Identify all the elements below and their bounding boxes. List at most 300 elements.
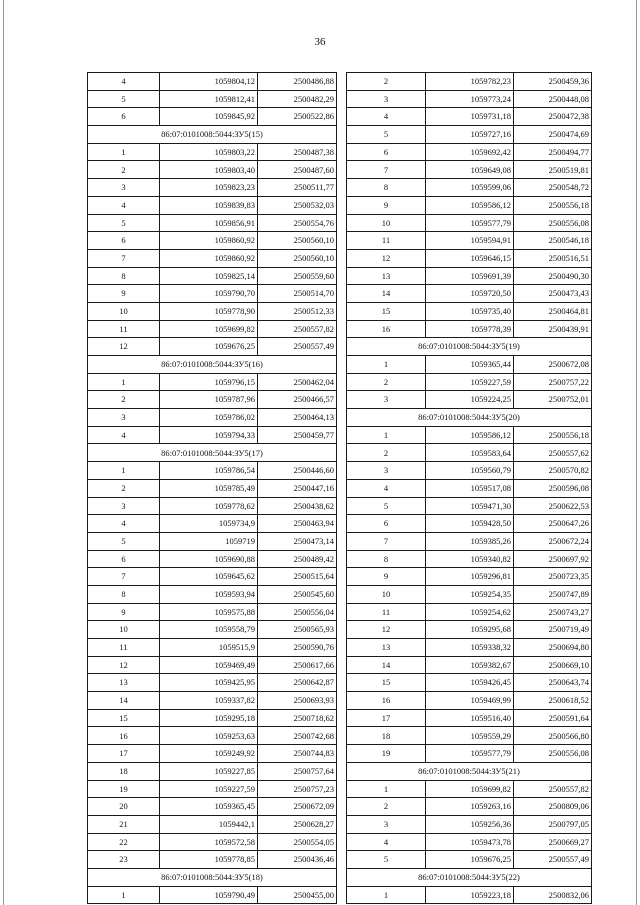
x-coordinate-cell: 1059690,88 (160, 550, 258, 568)
x-coordinate-cell: 1059473,78 (426, 833, 514, 851)
point-number-cell: 5 (88, 532, 160, 550)
x-coordinate-cell: 1059295,18 (160, 709, 258, 727)
coordinate-row (347, 90, 592, 108)
y-coordinate-cell: 2500723,35 (514, 568, 592, 586)
point-number-cell: 1 (347, 426, 426, 444)
y-coordinate-cell: 2500554,05 (258, 833, 337, 851)
coordinate-row (347, 196, 592, 214)
point-number-cell: 11 (88, 639, 160, 657)
point-number-cell: 11 (347, 232, 426, 250)
x-coordinate-cell: 1059337,82 (160, 692, 258, 710)
x-coordinate-cell: 1059823,23 (160, 179, 258, 197)
point-number-cell: 19 (88, 780, 160, 798)
x-coordinate-cell: 1059471,30 (426, 497, 514, 515)
y-coordinate-cell: 2500516,51 (514, 249, 592, 267)
coordinate-row (88, 249, 337, 267)
y-coordinate-cell: 2500554,76 (258, 214, 337, 232)
point-number-cell: 1 (88, 886, 160, 904)
y-coordinate-cell: 2500757,23 (258, 780, 337, 798)
coordinate-row (88, 568, 337, 586)
coordinate-row (347, 886, 592, 904)
coordinate-row (88, 532, 337, 550)
x-coordinate-cell: 1059227,85 (160, 762, 258, 780)
y-coordinate-cell: 2500718,62 (258, 709, 337, 727)
x-coordinate-cell: 1059593,94 (160, 585, 258, 603)
x-coordinate-cell: 1059515,9 (160, 639, 258, 657)
point-number-cell: 4 (88, 196, 160, 214)
coordinate-row (347, 568, 592, 586)
point-number-cell: 21 (88, 815, 160, 833)
point-number-cell: 3 (347, 90, 426, 108)
x-coordinate-cell: 1059778,62 (160, 497, 258, 515)
x-coordinate-cell: 1059676,25 (160, 338, 258, 356)
x-coordinate-cell: 1059727,16 (426, 126, 514, 144)
coordinate-row (88, 409, 337, 427)
y-coordinate-cell: 2500742,68 (258, 727, 337, 745)
x-coordinate-cell: 1059839,83 (160, 196, 258, 214)
y-coordinate-cell: 2500617,66 (258, 656, 337, 674)
scan-edge-right (636, 0, 637, 905)
point-number-cell: 2 (347, 73, 426, 91)
x-coordinate-cell: 1059559,29 (426, 727, 514, 745)
point-number-cell: 4 (347, 108, 426, 126)
x-coordinate-cell: 1059825,14 (160, 267, 258, 285)
point-number-cell: 10 (347, 585, 426, 603)
coordinate-row (88, 656, 337, 674)
point-number-cell: 6 (88, 550, 160, 568)
y-coordinate-cell: 2500560,10 (258, 232, 337, 250)
coordinates-table-right (346, 72, 592, 904)
point-number-cell: 22 (88, 833, 160, 851)
section-header-row (88, 356, 337, 374)
x-coordinate-cell: 1059426,45 (426, 674, 514, 692)
x-coordinate-cell: 1059594,91 (426, 232, 514, 250)
y-coordinate-cell: 2500557,62 (514, 444, 592, 462)
section-cadastral-number: 86:07:0101008:5044:ЗУ5(19) (347, 338, 592, 356)
y-coordinate-cell: 2500448,08 (514, 90, 592, 108)
y-coordinate-cell: 2500472,38 (514, 108, 592, 126)
y-coordinate-cell: 2500622,53 (514, 497, 592, 515)
x-coordinate-cell: 1059227,59 (426, 373, 514, 391)
coordinate-row (88, 214, 337, 232)
y-coordinate-cell: 2500757,22 (514, 373, 592, 391)
coordinate-row (88, 851, 337, 869)
coordinate-row (88, 886, 337, 904)
y-coordinate-cell: 2500464,13 (258, 409, 337, 427)
coordinate-row (347, 815, 592, 833)
coordinate-row (88, 550, 337, 568)
y-coordinate-cell: 2500693,93 (258, 692, 337, 710)
section-header-row (88, 868, 337, 886)
y-coordinate-cell: 2500669,10 (514, 656, 592, 674)
x-coordinate-cell: 1059649,08 (426, 161, 514, 179)
coordinate-row (347, 302, 592, 320)
coordinate-row (347, 515, 592, 533)
x-coordinate-cell: 1059428,50 (426, 515, 514, 533)
x-coordinate-cell: 1059778,90 (160, 302, 258, 320)
coordinate-row (347, 426, 592, 444)
point-number-cell: 4 (88, 426, 160, 444)
y-coordinate-cell: 2500832,06 (514, 886, 592, 904)
y-coordinate-cell: 2500757,64 (258, 762, 337, 780)
y-coordinate-cell: 2500743,27 (514, 603, 592, 621)
y-coordinate-cell: 2500557,82 (258, 320, 337, 338)
x-coordinate-cell: 1059782,23 (426, 73, 514, 91)
coordinate-row (88, 762, 337, 780)
x-coordinate-cell: 1059296,81 (426, 568, 514, 586)
y-coordinate-cell: 2500446,60 (258, 462, 337, 480)
x-coordinate-cell: 1059558,79 (160, 621, 258, 639)
coordinate-row (88, 780, 337, 798)
coordinate-row (347, 603, 592, 621)
point-number-cell: 3 (347, 462, 426, 480)
point-number-cell: 15 (347, 302, 426, 320)
point-number-cell: 17 (347, 709, 426, 727)
coordinate-row (347, 126, 592, 144)
coordinate-row (88, 692, 337, 710)
coordinate-row (88, 479, 337, 497)
x-coordinate-cell: 1059586,12 (426, 196, 514, 214)
x-coordinate-cell: 1059249,92 (160, 745, 258, 763)
coordinate-row (347, 444, 592, 462)
y-coordinate-cell: 2500672,24 (514, 532, 592, 550)
point-number-cell: 18 (347, 727, 426, 745)
section-header-row (347, 409, 592, 427)
point-number-cell: 5 (347, 851, 426, 869)
coordinate-row (347, 639, 592, 657)
coordinate-row (347, 479, 592, 497)
x-coordinate-cell: 1059804,12 (160, 73, 258, 91)
y-coordinate-cell: 2500474,69 (514, 126, 592, 144)
coordinate-row (347, 585, 592, 603)
coordinate-row (88, 745, 337, 763)
coordinate-row (88, 674, 337, 692)
point-number-cell: 6 (88, 232, 160, 250)
point-number-cell: 10 (88, 302, 160, 320)
x-coordinate-cell: 1059860,92 (160, 232, 258, 250)
x-coordinate-cell: 1059691,39 (426, 267, 514, 285)
point-number-cell: 16 (347, 692, 426, 710)
point-number-cell: 10 (347, 214, 426, 232)
point-number-cell: 12 (347, 621, 426, 639)
x-coordinate-cell: 1059382,67 (426, 656, 514, 674)
y-coordinate-cell: 2500744,83 (258, 745, 337, 763)
coordinate-row (88, 621, 337, 639)
point-number-cell: 9 (88, 285, 160, 303)
coordinate-row (88, 515, 337, 533)
x-coordinate-cell: 1059773,24 (426, 90, 514, 108)
coordinate-row (88, 179, 337, 197)
y-coordinate-cell: 2500490,30 (514, 267, 592, 285)
coordinate-row (347, 356, 592, 374)
x-coordinate-cell: 1059223,18 (426, 886, 514, 904)
x-coordinate-cell: 1059572,58 (160, 833, 258, 851)
coordinate-row (88, 338, 337, 356)
y-coordinate-cell: 2500747,89 (514, 585, 592, 603)
x-coordinate-cell: 1059646,15 (426, 249, 514, 267)
x-coordinate-cell: 1059803,40 (160, 161, 258, 179)
y-coordinate-cell: 2500556,08 (514, 745, 592, 763)
point-number-cell: 19 (347, 745, 426, 763)
y-coordinate-cell: 2500436,46 (258, 851, 337, 869)
point-number-cell: 3 (88, 497, 160, 515)
point-number-cell: 6 (347, 515, 426, 533)
x-coordinate-cell: 1059719 (160, 532, 258, 550)
coordinate-row (347, 179, 592, 197)
x-coordinate-cell: 1059676,25 (426, 851, 514, 869)
point-number-cell: 16 (88, 727, 160, 745)
y-coordinate-cell: 2500556,08 (514, 214, 592, 232)
x-coordinate-cell: 1059365,44 (426, 356, 514, 374)
coordinate-row (88, 73, 337, 91)
point-number-cell: 9 (347, 568, 426, 586)
y-coordinate-cell: 2500512,33 (258, 302, 337, 320)
point-number-cell: 2 (347, 373, 426, 391)
y-coordinate-cell: 2500590,76 (258, 639, 337, 657)
coordinate-row (88, 462, 337, 480)
x-coordinate-cell: 1059734,9 (160, 515, 258, 533)
x-coordinate-cell: 1059516,40 (426, 709, 514, 727)
x-coordinate-cell: 1059263,16 (426, 798, 514, 816)
y-coordinate-cell: 2500489,42 (258, 550, 337, 568)
point-number-cell: 12 (88, 656, 160, 674)
x-coordinate-cell: 1059794,33 (160, 426, 258, 444)
point-number-cell: 1 (347, 780, 426, 798)
point-number-cell: 7 (347, 161, 426, 179)
y-coordinate-cell: 2500797,05 (514, 815, 592, 833)
point-number-cell: 8 (347, 550, 426, 568)
x-coordinate-cell: 1059442,1 (160, 815, 258, 833)
x-coordinate-cell: 1059253,63 (160, 727, 258, 745)
section-cadastral-number: 86:07:0101008:5044:ЗУ5(21) (347, 762, 592, 780)
coordinate-row (347, 497, 592, 515)
coordinate-row (347, 745, 592, 763)
coordinate-row (88, 585, 337, 603)
y-coordinate-cell: 2500447,16 (258, 479, 337, 497)
x-coordinate-cell: 1059385,26 (426, 532, 514, 550)
x-coordinate-cell: 1059790,49 (160, 886, 258, 904)
coordinate-row (88, 639, 337, 657)
y-coordinate-cell: 2500557,82 (514, 780, 592, 798)
point-number-cell: 14 (88, 692, 160, 710)
coordinate-row (347, 73, 592, 91)
point-number-cell: 13 (88, 674, 160, 692)
x-coordinate-cell: 1059786,02 (160, 409, 258, 427)
point-number-cell: 2 (88, 391, 160, 409)
x-coordinate-cell: 1059586,12 (426, 426, 514, 444)
x-coordinate-cell: 1059699,82 (426, 780, 514, 798)
x-coordinate-cell: 1059583,64 (426, 444, 514, 462)
section-cadastral-number: 86:07:0101008:5044:ЗУ5(22) (347, 868, 592, 886)
coordinate-row (347, 833, 592, 851)
coordinate-row (347, 674, 592, 692)
section-cadastral-number: 86:07:0101008:5044:ЗУ5(16) (88, 356, 337, 374)
y-coordinate-cell: 2500694,80 (514, 639, 592, 657)
section-cadastral-number: 86:07:0101008:5044:ЗУ5(17) (88, 444, 337, 462)
y-coordinate-cell: 2500545,60 (258, 585, 337, 603)
coordinates-table-left (87, 72, 337, 904)
point-number-cell: 4 (347, 479, 426, 497)
x-coordinate-cell: 1059856,91 (160, 214, 258, 232)
y-coordinate-cell: 2500570,82 (514, 462, 592, 480)
y-coordinate-cell: 2500439,91 (514, 320, 592, 338)
point-number-cell: 6 (88, 108, 160, 126)
y-coordinate-cell: 2500455,00 (258, 886, 337, 904)
x-coordinate-cell: 1059790,70 (160, 285, 258, 303)
point-number-cell: 1 (88, 373, 160, 391)
section-header-row (88, 126, 337, 144)
x-coordinate-cell: 1059577,79 (426, 214, 514, 232)
y-coordinate-cell: 2500494,77 (514, 143, 592, 161)
y-coordinate-cell: 2500672,08 (514, 356, 592, 374)
x-coordinate-cell: 1059692,42 (426, 143, 514, 161)
y-coordinate-cell: 2500559,60 (258, 267, 337, 285)
point-number-cell: 7 (88, 568, 160, 586)
point-number-cell: 2 (88, 161, 160, 179)
scan-edge-left (3, 0, 4, 905)
coordinate-row (347, 532, 592, 550)
coordinate-row (88, 798, 337, 816)
point-number-cell: 1 (347, 356, 426, 374)
coordinate-row (88, 302, 337, 320)
point-number-cell: 14 (347, 285, 426, 303)
x-coordinate-cell: 1059778,39 (426, 320, 514, 338)
x-coordinate-cell: 1059224,25 (426, 391, 514, 409)
point-number-cell: 15 (347, 674, 426, 692)
x-coordinate-cell: 1059256,36 (426, 815, 514, 833)
point-number-cell: 4 (347, 833, 426, 851)
coordinate-row (347, 798, 592, 816)
point-number-cell: 3 (347, 391, 426, 409)
y-coordinate-cell: 2500752,01 (514, 391, 592, 409)
x-coordinate-cell: 1059338,32 (426, 639, 514, 657)
x-coordinate-cell: 1059469,99 (426, 692, 514, 710)
coordinate-row (88, 232, 337, 250)
y-coordinate-cell: 2500515,64 (258, 568, 337, 586)
point-number-cell: 1 (88, 143, 160, 161)
point-number-cell: 13 (347, 267, 426, 285)
y-coordinate-cell: 2500438,62 (258, 497, 337, 515)
x-coordinate-cell: 1059254,62 (426, 603, 514, 621)
y-coordinate-cell: 2500519,81 (514, 161, 592, 179)
x-coordinate-cell: 1059778,85 (160, 851, 258, 869)
x-coordinate-cell: 1059340,82 (426, 550, 514, 568)
y-coordinate-cell: 2500596,08 (514, 479, 592, 497)
x-coordinate-cell: 1059577,79 (426, 745, 514, 763)
coordinate-row (88, 833, 337, 851)
point-number-cell: 5 (88, 214, 160, 232)
coordinate-row (88, 320, 337, 338)
coordinate-row (88, 815, 337, 833)
coordinate-row (347, 285, 592, 303)
point-number-cell: 8 (88, 267, 160, 285)
x-coordinate-cell: 1059599,06 (426, 179, 514, 197)
point-number-cell: 12 (347, 249, 426, 267)
coordinate-row (88, 267, 337, 285)
point-number-cell: 12 (88, 338, 160, 356)
section-header-row (347, 338, 592, 356)
y-coordinate-cell: 2500462,04 (258, 373, 337, 391)
coordinate-row (347, 462, 592, 480)
point-number-cell: 10 (88, 621, 160, 639)
y-coordinate-cell: 2500473,43 (514, 285, 592, 303)
coordinate-row (88, 727, 337, 745)
coordinate-row (347, 320, 592, 338)
coordinate-row (347, 851, 592, 869)
y-coordinate-cell: 2500522,86 (258, 108, 337, 126)
point-number-cell: 6 (347, 143, 426, 161)
y-coordinate-cell: 2500628,27 (258, 815, 337, 833)
y-coordinate-cell: 2500482,29 (258, 90, 337, 108)
point-number-cell: 18 (88, 762, 160, 780)
x-coordinate-cell: 1059517,08 (426, 479, 514, 497)
y-coordinate-cell: 2500672,09 (258, 798, 337, 816)
section-cadastral-number: 86:07:0101008:5044:ЗУ5(20) (347, 409, 592, 427)
coordinate-row (88, 603, 337, 621)
x-coordinate-cell: 1059785,49 (160, 479, 258, 497)
x-coordinate-cell: 1059469,49 (160, 656, 258, 674)
y-coordinate-cell: 2500719,49 (514, 621, 592, 639)
section-header-row (347, 762, 592, 780)
y-coordinate-cell: 2500557,49 (514, 851, 592, 869)
x-coordinate-cell: 1059425,95 (160, 674, 258, 692)
x-coordinate-cell: 1059803,22 (160, 143, 258, 161)
point-number-cell: 5 (88, 90, 160, 108)
y-coordinate-cell: 2500647,26 (514, 515, 592, 533)
coordinate-row (347, 373, 592, 391)
y-coordinate-cell: 2500618,52 (514, 692, 592, 710)
point-number-cell: 8 (347, 179, 426, 197)
x-coordinate-cell: 1059720,50 (426, 285, 514, 303)
coordinate-row (88, 497, 337, 515)
y-coordinate-cell: 2500565,93 (258, 621, 337, 639)
y-coordinate-cell: 2500642,87 (258, 674, 337, 692)
x-coordinate-cell: 1059575,88 (160, 603, 258, 621)
point-number-cell: 1 (88, 462, 160, 480)
point-number-cell: 8 (88, 585, 160, 603)
y-coordinate-cell: 2500464,81 (514, 302, 592, 320)
x-coordinate-cell: 1059227,59 (160, 780, 258, 798)
point-number-cell: 15 (88, 709, 160, 727)
point-number-cell: 2 (88, 479, 160, 497)
coordinate-row (347, 780, 592, 798)
x-coordinate-cell: 1059295,68 (426, 621, 514, 639)
coordinate-row (347, 656, 592, 674)
x-coordinate-cell: 1059796,15 (160, 373, 258, 391)
point-number-cell: 2 (347, 798, 426, 816)
point-number-cell: 9 (88, 603, 160, 621)
x-coordinate-cell: 1059787,96 (160, 391, 258, 409)
y-coordinate-cell: 2500566,80 (514, 727, 592, 745)
y-coordinate-cell: 2500473,14 (258, 532, 337, 550)
coordinate-row (347, 692, 592, 710)
point-number-cell: 11 (88, 320, 160, 338)
y-coordinate-cell: 2500591,64 (514, 709, 592, 727)
point-number-cell: 4 (88, 515, 160, 533)
coordinate-row (347, 143, 592, 161)
coordinate-row (347, 709, 592, 727)
section-cadastral-number: 86:07:0101008:5044:ЗУ5(15) (88, 126, 337, 144)
point-number-cell: 7 (347, 532, 426, 550)
x-coordinate-cell: 1059786,54 (160, 462, 258, 480)
y-coordinate-cell: 2500697,92 (514, 550, 592, 568)
coordinate-row (88, 373, 337, 391)
coordinate-row (347, 727, 592, 745)
coordinate-row (347, 621, 592, 639)
point-number-cell: 2 (347, 444, 426, 462)
coordinate-row (347, 267, 592, 285)
coordinate-row (88, 391, 337, 409)
